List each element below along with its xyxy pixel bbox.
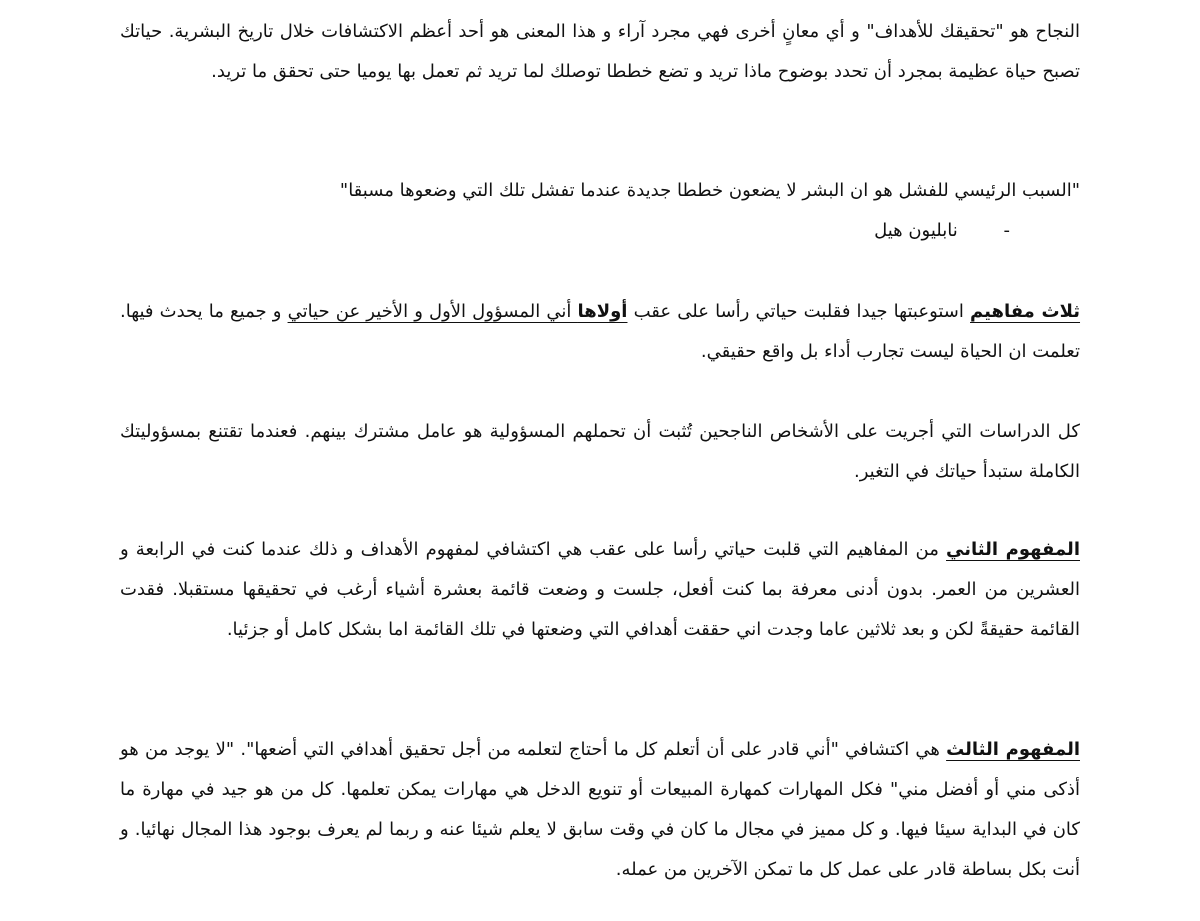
concept-one-key: أولاها bbox=[577, 301, 628, 322]
paragraph-concept-two bbox=[120, 530, 1080, 650]
paragraph-intro: النجاح هو "تحقيقك للأهداف" و أي معانٍ أخرى فهي مجرد آراء و هذا المعنى هو أحد أعظم الاكتشافات خلال تاريخ البشرية. حياتك تصبح حياة عظيمة بمجرد أن تحدد بوضوح ماذا تريد و تضع خططا توصلك لما تريد ثم تعمل بها يوميا حتى تحقق ما تريد. bbox=[120, 21, 1080, 82]
quote-text: "السبب الرئيسي للفشل هو ان البشر لا يضعون خططا جديدة عندما تفشل تلك التي وضعوها مسبقا" bbox=[339, 180, 1080, 201]
document-body bbox=[120, 0, 1080, 921]
quote-attribution bbox=[874, 214, 1010, 248]
concept-two-heading: المفهوم الثاني bbox=[946, 539, 1080, 560]
concept-one-underlined: أني المسؤول الأول و الأخير عن حياتي bbox=[287, 301, 578, 322]
concept-one-heading: ثلاث مفاهيم bbox=[970, 301, 1081, 322]
concept-two-text: من المفاهيم التي قلبت حياتي رأسا على عقب هي اكتشافي لمفهوم الأهداف و ذلك عندما كنت في الرابعة و العشرين من العمر. بدون أدنى معرفة بما كنت أفعل، جلست و وضعت قائمة بعشرة أشياء أرغب في تحقيقها مستقبلا. فقدت القائمة حقيقةً لكن و بعد ثلاثين عاما وجدت اني حققت أهدافي التي وضعتها في تلك القائمة اما بشكل كامل أو جزئيا. bbox=[120, 539, 1080, 640]
paragraph-concept-one bbox=[120, 292, 1080, 372]
attribution-name: نابليون هيل bbox=[874, 220, 958, 241]
paragraph-studies: كل الدراسات التي أجريت على الأشخاص الناجحين تُثبت أن تحملهم المسؤولية هو عامل مشترك بينهم. فعندما تقتنع بمسؤوليتك الكاملة ستبدأ حياتك في التغير. bbox=[120, 421, 1080, 482]
paragraph-concept-three bbox=[120, 730, 1080, 890]
concept-three-text: هي اكتشافي "أني قادر على أن أتعلم كل ما أحتاج لتعلمه من أجل تحقيق أهدافي التي أضعها". "لا يوجد من هو أذكى مني أو أفضل مني" فكل المهارات كمهارة المبيعات أو تنويع الدخل هي مهارات يمكن تعلمها. كل من هو جيد في مهارة ما كان في البداية سيئا فيها. و كل مميز في مجال ما كان في وقت سابق لا يعلم شيئا عنه و ربما لم يعرف بوجود هذا المجال نهائيا. و أنت بكل بساطة قادر على عمل كل ما تمكن الآخرين من عمله. bbox=[120, 739, 1080, 880]
concept-one-text-a: استوعبتها جيدا فقلبت حياتي رأسا على عقب bbox=[627, 301, 971, 322]
concept-three-heading: المفهوم الثالث bbox=[946, 739, 1080, 760]
concept-one-text-b: و جميع ما يحدث فيها. تعلمت ان الحياة ليست تجارب أداء بل واقع حقيقي. bbox=[120, 301, 1080, 362]
attribution-dash: - bbox=[1003, 220, 1010, 241]
